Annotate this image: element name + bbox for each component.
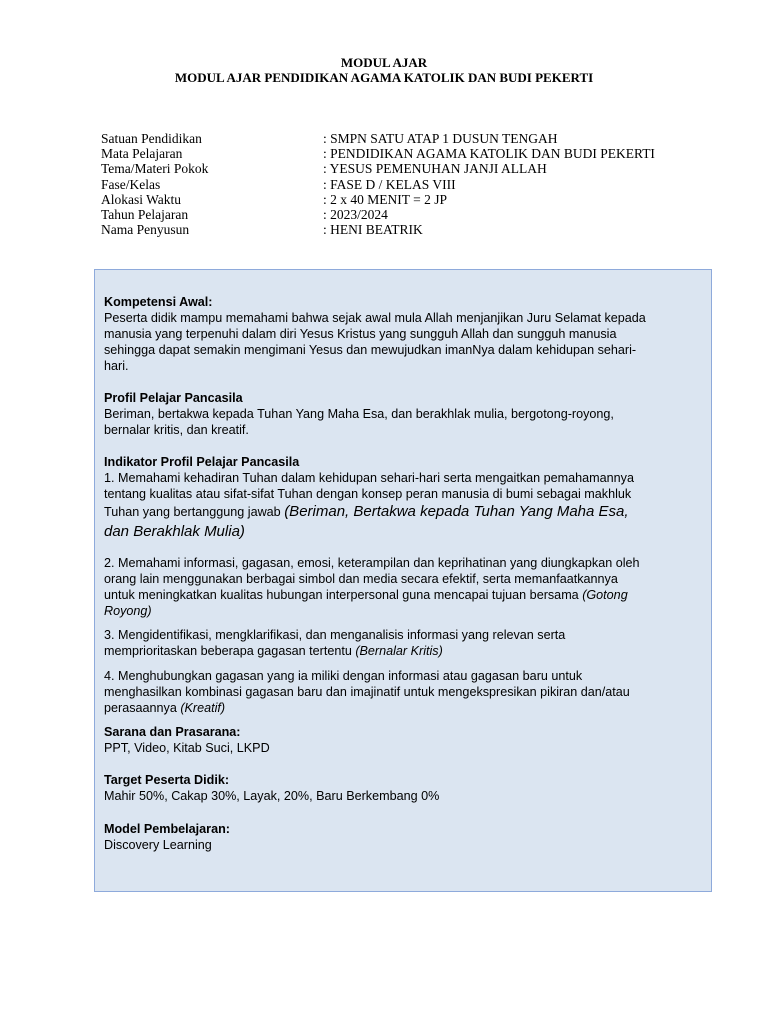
indikator-line: 4. Menghubungkan gagasan yang ia miliki dengan informasi atau gagasan baru untuk <box>104 669 583 683</box>
meta-row <box>101 207 655 222</box>
indikator-item-4 <box>104 668 704 716</box>
indikator-note: (Beriman, Bertakwa kepada Tuhan Yang Maha Esa, <box>284 503 629 520</box>
target-section <box>104 772 704 804</box>
indikator-note: (Gotong <box>582 588 628 602</box>
meta-label: Tahun Pelajaran <box>101 206 189 222</box>
indikator-heading: Indikator Profil Pelajar Pancasila <box>104 455 300 469</box>
kompetensi-line: manusia yang terpenuhi dalam diri Yesus Kristus yang sungguh Allah dan sungguh manusia <box>104 327 617 341</box>
meta-value: : SMPN SATU ATAP 1 DUSUN TENGAH <box>323 131 558 146</box>
sarana-heading: Sarana dan Prasarana: <box>104 725 241 739</box>
meta-label: Tema/Materi Pokok <box>101 161 209 177</box>
model-heading: Model Pembelajaran: <box>104 822 230 836</box>
indikator-line-text: untuk meningkatkan kualitas hubungan interpersonal guna mencapai tujuan bersama <box>104 588 583 602</box>
indikator-line <box>104 700 704 716</box>
identity-table <box>101 131 655 237</box>
meta-value: : PENDIDIKAN AGAMA KATOLIK DAN BUDI PEKERTI <box>323 146 655 162</box>
profil-section <box>104 390 704 438</box>
meta-row <box>101 192 655 207</box>
meta-value: : 2023/2024 <box>323 206 388 222</box>
meta-label: Nama Penyusun <box>101 222 190 238</box>
meta-row <box>101 131 655 146</box>
indikator-line <box>104 502 704 522</box>
indikator-line-text: perasaannya <box>104 701 181 715</box>
indikator-note: dan Berakhlak Mulia) <box>104 523 245 540</box>
indikator-note: (Kreatif) <box>180 701 226 715</box>
target-heading: Target Peserta Didik: <box>104 773 230 787</box>
profil-heading: Profil Pelajar Pancasila <box>104 391 243 405</box>
document-subtitle: MODUL AJAR PENDIDIKAN AGAMA KATOLIK DAN BUDI PEKERTI <box>174 70 594 85</box>
profil-line: Beriman, bertakwa kepada Tuhan Yang Maha Esa, dan berakhlak mulia, bergotong-royong, <box>104 407 614 421</box>
target-text: Mahir 50%, Cakap 30%, Layak, 20%, Baru Berkembang 0% <box>104 789 440 803</box>
meta-label: Mata Pelajaran <box>101 146 183 162</box>
indikator-line-text: Tuhan yang bertanggung jawab <box>104 505 285 519</box>
indikator-line <box>104 587 704 603</box>
indikator-note: Royong) <box>104 604 152 618</box>
indikator-note: (Bernalar Kritis) <box>355 644 443 658</box>
document-title: MODUL AJAR <box>340 55 428 70</box>
indikator-line: 3. Mengidentifikasi, mengklarifikasi, dan menganalisis informasi yang relevan serta <box>104 628 566 642</box>
meta-value: : 2 x 40 MENIT = 2 JP <box>323 191 447 207</box>
kompetensi-line: sehingga dapat semakin mengimani Yesus dan mewujudkan imanNya dalam kehidupan sehari- <box>104 343 637 357</box>
kompetensi-line: Peserta didik mampu memahami bahwa sejak awal mula Allah menjanjikan Juru Selamat kepada <box>104 311 646 325</box>
indikator-item-1 <box>104 470 704 542</box>
kompetensi-heading: Kompetensi Awal: <box>104 295 213 309</box>
meta-row <box>101 161 655 176</box>
sarana-section <box>104 724 704 756</box>
indikator-section <box>104 454 704 542</box>
meta-row <box>101 177 655 192</box>
profil-line: bernalar kritis, dan kreatif. <box>104 423 249 437</box>
meta-label: Alokasi Waktu <box>101 191 182 207</box>
indikator-line-text: memprioritaskan beberapa gagasan tertentu <box>104 644 356 658</box>
meta-label: Satuan Pendidikan <box>101 131 202 146</box>
indikator-line: tentang kualitas atau sifat-sifat Tuhan dengan konsep peran manusia di bumi sebagai makhluk <box>104 487 632 501</box>
model-section <box>104 821 704 853</box>
indikator-line <box>104 643 704 659</box>
meta-row <box>101 146 655 161</box>
indikator-line: 1. Memahami kehadiran Tuhan dalam kehidupan sehari-hari serta mengaitkan pemahamannya <box>104 471 634 485</box>
indikator-line: orang lain menggunakan berbagai simbol dan media secara efektif, serta memanfaatkannya <box>104 572 618 586</box>
model-text: Discovery Learning <box>104 838 212 852</box>
indikator-line: 2. Memahami informasi, gagasan, emosi, keterampilan dan keprihatinan yang diungkapkan oleh <box>104 556 640 570</box>
meta-row <box>101 222 655 237</box>
kompetensi-section <box>104 294 704 374</box>
indikator-item-3 <box>104 627 704 659</box>
meta-value: : YESUS PEMENUHAN JANJI ALLAH <box>323 161 547 177</box>
indikator-line: menghasilkan kombinasi gagasan baru dan imajinatif untuk mengekspresikan pikiran dan/atau <box>104 685 630 699</box>
meta-value: : HENI BEATRIK <box>323 222 423 238</box>
sarana-text: PPT, Video, Kitab Suci, LKPD <box>104 741 270 755</box>
indikator-item-2 <box>104 555 704 619</box>
content-box <box>94 269 712 892</box>
meta-label: Fase/Kelas <box>101 176 161 192</box>
meta-value: : FASE D / KELAS VIII <box>323 176 456 192</box>
kompetensi-line: hari. <box>104 359 129 373</box>
